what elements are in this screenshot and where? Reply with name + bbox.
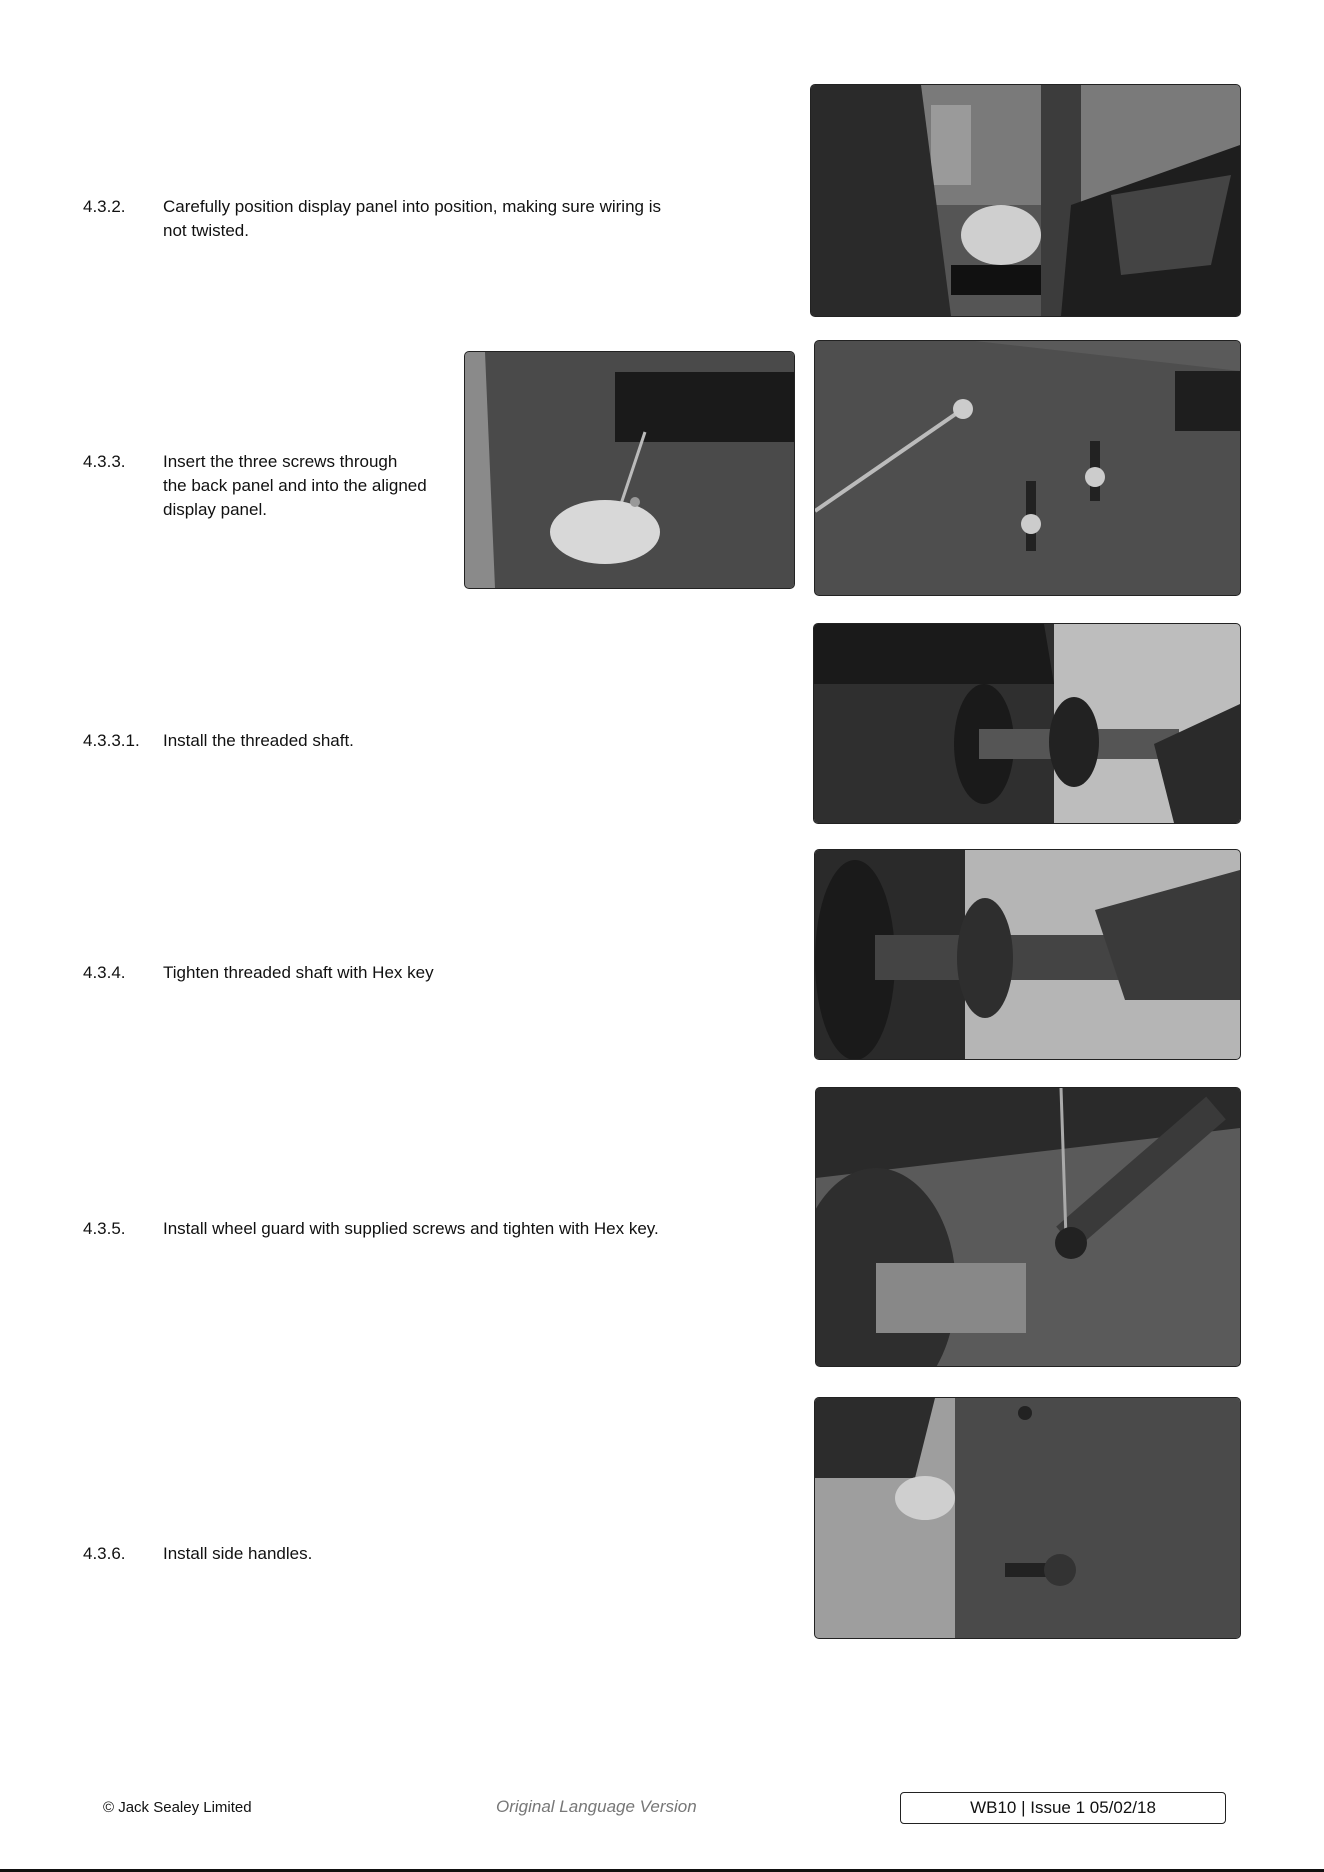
- step-number: 4.3.3.: [83, 452, 126, 471]
- step-number: 4.3.5.: [83, 1219, 126, 1238]
- photo-side-handles: [814, 1397, 1241, 1639]
- step-number: 4.3.4.: [83, 963, 126, 982]
- photo-wheel-guard: [815, 1087, 1241, 1367]
- photo-display-panel-position: [810, 84, 1241, 317]
- step-text: Install the threaded shaft.: [163, 731, 354, 750]
- photo-screws-closeup: [814, 340, 1241, 596]
- photo-insert-screws: [464, 351, 795, 589]
- step-number: 4.3.2.: [83, 197, 126, 216]
- step-text: Tighten threaded shaft with Hex key: [163, 963, 434, 982]
- step-number: 4.3.6.: [83, 1544, 126, 1563]
- step-number: 4.3.3.1.: [83, 731, 140, 750]
- step-text: Carefully position display panel into position, making sure wiring is not twisted.: [163, 197, 661, 240]
- step-text: Insert the three screws through the back panel and into the aligned display panel.: [163, 452, 427, 519]
- footer-copyright: © Jack Sealey Limited: [103, 1799, 252, 1816]
- footer-issue-box: WB10 | Issue 1 05/02/18: [900, 1792, 1226, 1824]
- step-text: Install side handles.: [163, 1544, 313, 1563]
- footer-language-note: Original Language Version: [496, 1797, 697, 1816]
- photo-tighten-shaft: [814, 849, 1241, 1060]
- step-text: Install wheel guard with supplied screws and tighten with Hex key.: [163, 1219, 659, 1238]
- photo-threaded-shaft-install: [813, 623, 1241, 824]
